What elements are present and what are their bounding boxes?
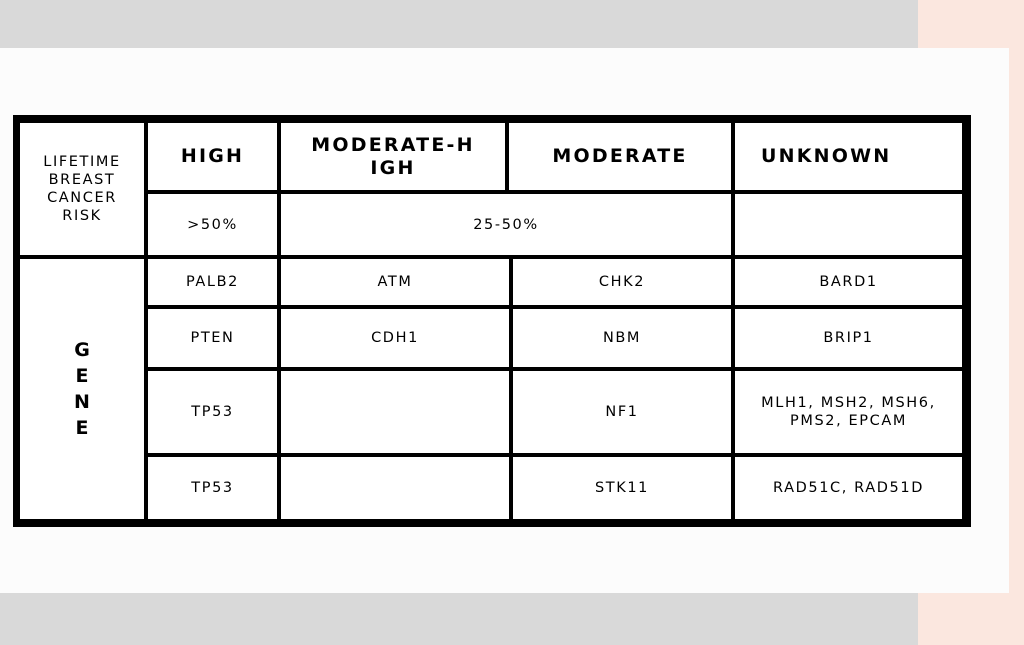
- gene-cell-moderate-high: [281, 371, 509, 453]
- gene-cell-moderate-high: [281, 457, 509, 519]
- header-unknown: [735, 123, 962, 190]
- gene-risk-table: [13, 115, 971, 527]
- gene-cell-moderate: NF1: [513, 371, 731, 453]
- risk-moderate-range: 25-50%: [281, 194, 731, 255]
- gene-cell-unknown: [735, 371, 962, 453]
- corner-label-line: BREAST: [48, 172, 116, 188]
- header-moderate: MODERATE: [509, 123, 731, 190]
- header-moderate-high-text: MODERATE-HIGH: [311, 133, 475, 179]
- gene-cell-moderate: STK11: [513, 457, 731, 519]
- gene-row-label: [20, 259, 144, 519]
- gene-label-letter: G: [74, 339, 90, 361]
- gene-cell-unknown: BARD1: [735, 259, 962, 305]
- header-unknown-text: UNKNOWN: [761, 145, 892, 167]
- gene-cell-moderate: CHK2: [513, 259, 731, 305]
- gene-cell-moderate-high: ATM: [281, 259, 509, 305]
- risk-unknown: [735, 194, 962, 255]
- gene-cell-moderate: NBM: [513, 309, 731, 367]
- risk-high: >50%: [148, 194, 277, 255]
- gene-cell-high: TP53: [148, 371, 277, 453]
- corner-label-line: LIFETIME: [43, 154, 121, 170]
- corner-label-line: CANCER: [47, 190, 117, 206]
- gene-cell-unknown: BRIP1: [735, 309, 962, 367]
- gene-cell-high: TP53: [148, 457, 277, 519]
- gene-cell-unknown-text: MLH1, MSH2, MSH6, PMS2, EPCAM: [761, 395, 936, 429]
- corner-label-line: RISK: [62, 208, 102, 224]
- header-moderate-high: [281, 123, 505, 190]
- header-high: HIGH: [148, 123, 277, 190]
- gene-cell-unknown: RAD51C, RAD51D: [735, 457, 962, 519]
- gene-label-letter: E: [75, 417, 89, 439]
- gene-label-letter: E: [75, 365, 89, 387]
- corner-label: [20, 123, 144, 255]
- gene-cell-high: PALB2: [148, 259, 277, 305]
- gene-label-letter: N: [74, 391, 90, 413]
- gene-cell-high: PTEN: [148, 309, 277, 367]
- gene-cell-moderate-high: CDH1: [281, 309, 509, 367]
